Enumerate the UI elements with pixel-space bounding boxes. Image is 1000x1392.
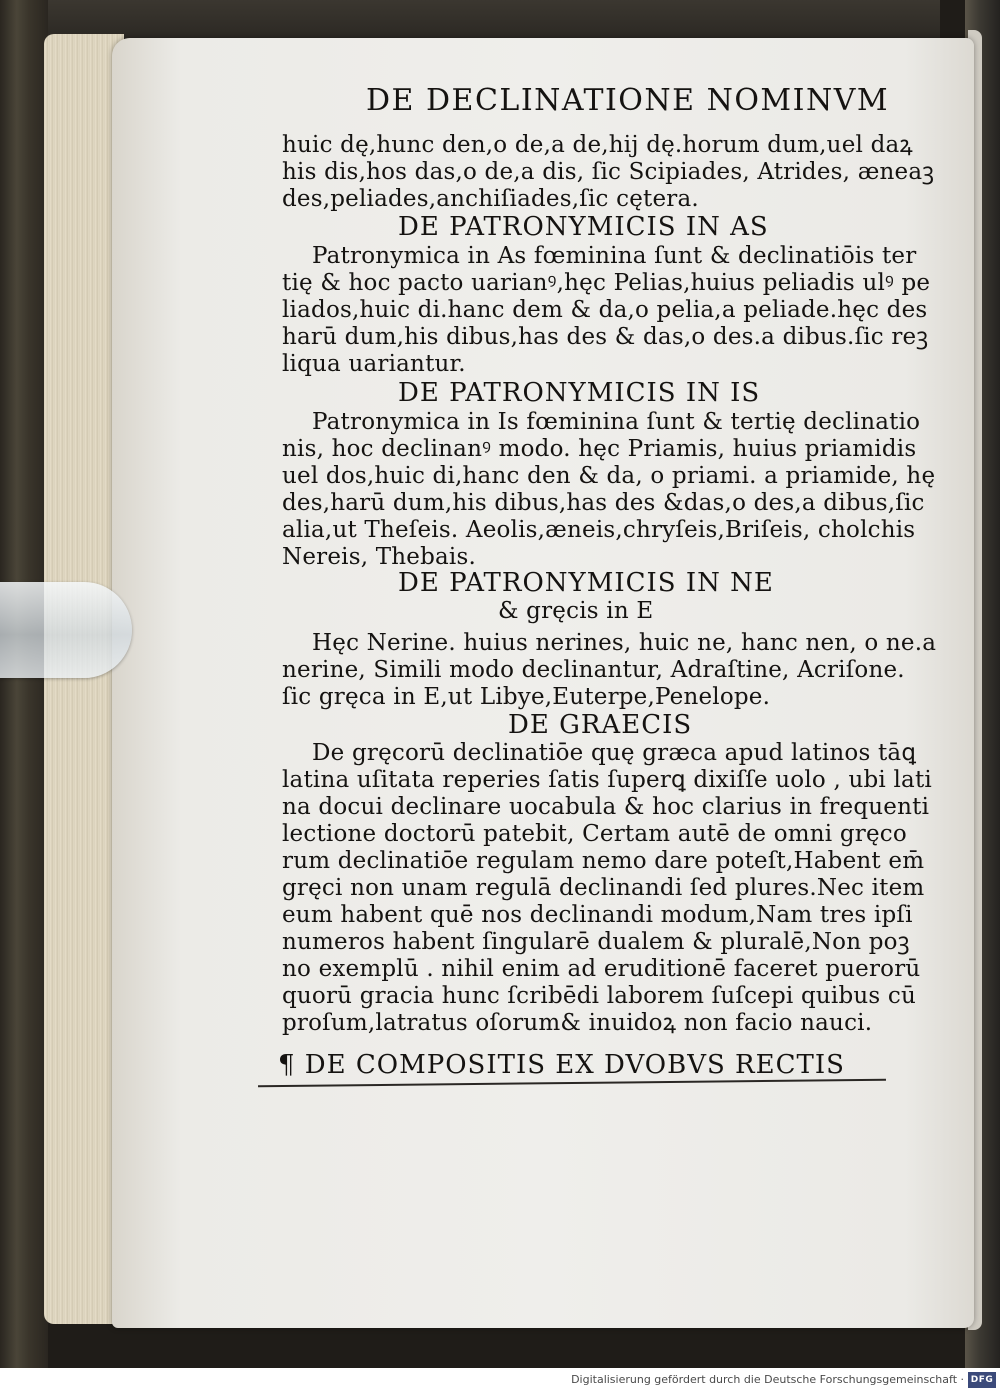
section-heading: ¶ DE COMPOSITIS EX DVOBVS RECTIS xyxy=(278,1050,845,1080)
section-heading: DE PATRONYMICIS IN AS xyxy=(398,212,769,242)
text-line: des,harū dum,his dibus,has des &das,o des,a dibus,ſic xyxy=(282,490,925,516)
text-line: uel dos,huic di,hanc den & da, o priami. a priamide, hę xyxy=(282,463,936,489)
text-line: ſic gręca in E,ut Libye,Euterpe,Penelope. xyxy=(282,684,771,710)
text-line: quorū gracia hunc ſcribēdi laborem ſuſcepi quibus cū xyxy=(282,983,917,1009)
digitization-credit: Digitalisierung gefördert durch die Deutsche Forschungsgemeinschaft · xyxy=(571,1373,964,1386)
text-line: harū dum,his dibus,has des & das,o des.a dibus.ſic reꝫ xyxy=(282,324,929,350)
text-line: latina uſitata reperies ſatis ſuperꝗ dixiſſe uolo , ubi lati xyxy=(282,767,932,793)
text-line: na docui declinare uocabula & hoc clarius in frequenti xyxy=(282,794,930,820)
text-line: rum declinatiōe regulam nemo dare poteſt,Habent em̄ xyxy=(282,848,925,874)
text-line: numeros habent ſingularē dualem & pluralē,Non poꝫ xyxy=(282,929,910,955)
text-line: huic dę,hunc den,o de,a de,hij dę.horum dum,uel daꝝ xyxy=(282,132,913,158)
dfg-logo: DFG xyxy=(968,1372,996,1388)
text-line: lectione doctorū patebit, Certam autē de omni gręco xyxy=(282,821,907,847)
text-line: Hęc Nerine. huius nerines, huic ne, hanc nen, o ne.a xyxy=(312,630,937,656)
text-line: nis, hoc declinanꝰ modo. hęc Priamis, huius priamidis xyxy=(282,436,917,462)
text-line: nerine, Simili modo declinantur, Adraſtine, Acriſone. xyxy=(282,657,905,683)
text-line: Patronymica in As fœminina ſunt & declinatiōis ter xyxy=(312,243,917,269)
text-line: no exemplū . nihil enim ad eruditionē faceret puerorū xyxy=(282,956,921,982)
text-line: his dis,hos das,o de,a dis, ſic Scipiades, Atrides, æneaꝫ xyxy=(282,159,935,185)
footer-bar xyxy=(0,1368,1000,1392)
text-line: gręci non unam regulā declinandi ſed plures.Nec item xyxy=(282,875,925,901)
text-line: liqua uariantur. xyxy=(282,351,466,377)
text-line: proſum,latratus oſorum& inuidoꝝ non facio nauci. xyxy=(282,1010,873,1036)
text-line: liados,huic di.hanc dem & da,o pelia,a peliade.hęc des xyxy=(282,297,928,323)
text-line: Patronymica in Is fœminina ſunt & tertię declinatio xyxy=(312,409,921,435)
text-line: eum habent quē nos declinandi modum,Nam tres ipſi xyxy=(282,902,913,928)
text-line: De gręcorū declinatiōe quę græca apud latinos tāꝗ xyxy=(312,740,917,766)
section-heading: DE GRAECIS xyxy=(508,710,693,740)
text-line: des,peliades,anchiſiades,ſic cętera. xyxy=(282,186,699,212)
section-heading: DE PATRONYMICIS IN IS xyxy=(398,378,761,408)
running-head: DE DECLINATIONE NOMINVM xyxy=(366,83,890,118)
text-line: tię & hoc pacto uarianꝰ,hęc Pelias,huius peliadis ulꝰ pe xyxy=(282,270,931,296)
section-heading: DE PATRONYMICIS IN NE xyxy=(398,568,774,598)
text-line: alia,ut Theſeis. Aeolis,æneis,chryſeis,Briſeis, cholchis xyxy=(282,517,916,543)
text-line: Nereis, Thebais. xyxy=(282,544,476,570)
section-subheading: & gręcis in E xyxy=(498,598,654,624)
